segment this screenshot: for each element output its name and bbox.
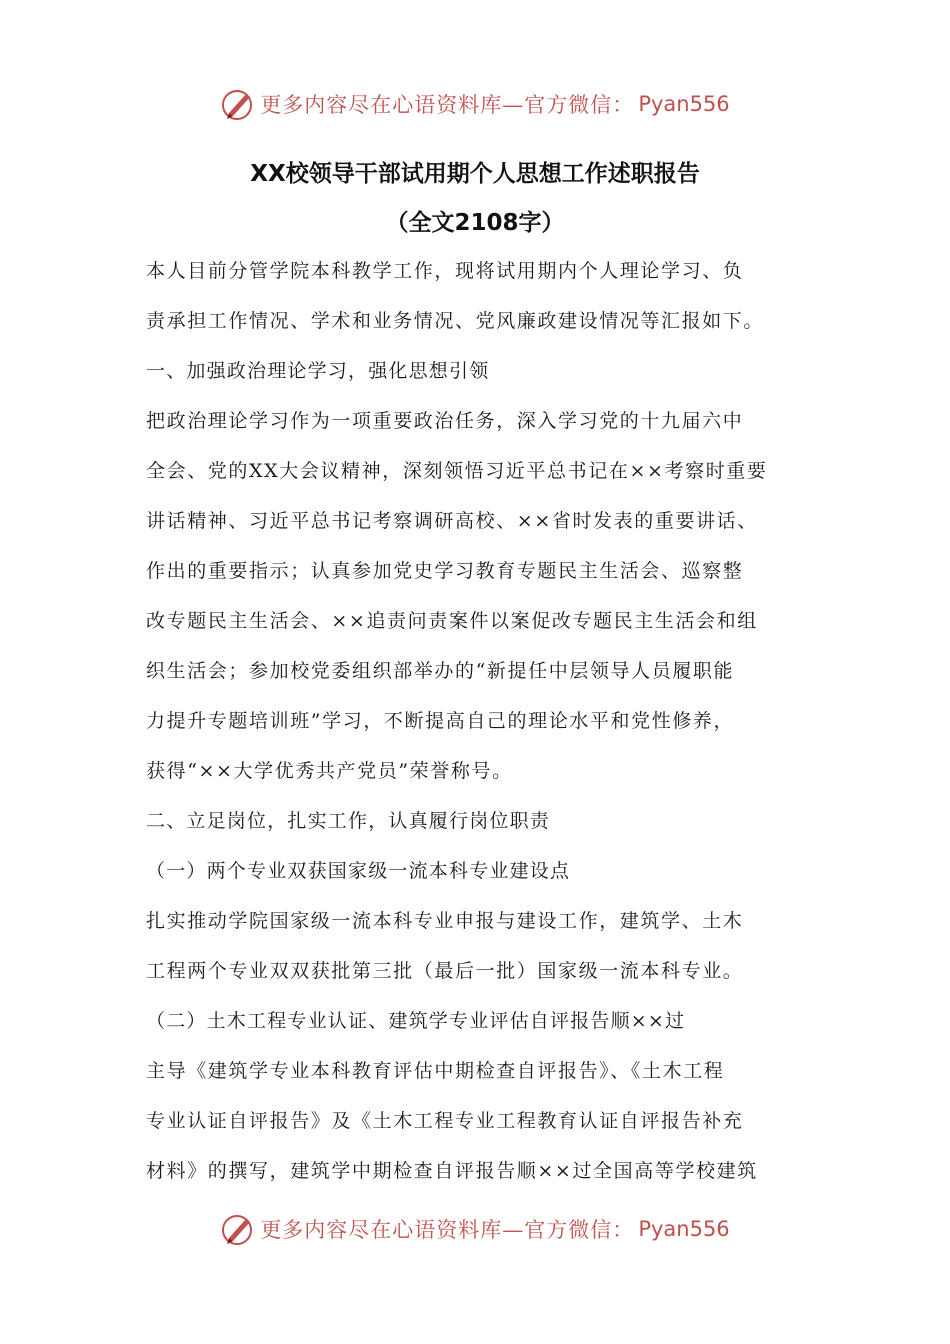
body-line: 力提升专题培训班”学习，不断提高自己的理论水平和党性修养， (146, 710, 735, 732)
pen-logo-icon (220, 86, 256, 122)
section-heading: 一、加强政治理论学习，强化思想引领 (146, 360, 490, 382)
body-line: 本人目前分管学院本科教学工作，现将试用期内个人理论学习、负 (146, 260, 744, 282)
watermark-text: 更多内容尽在心语资料库—官方微信： (260, 93, 635, 117)
body-line: 织生活会；参加校党委组织部举办的“新提任中层领导人员履职能 (146, 660, 735, 682)
document-title: XX校领导干部试用期个人思想工作述职报告 (250, 161, 700, 187)
body-line: 把政治理论学习作为一项重要政治任务，深入学习党的十九届六中 (146, 410, 744, 432)
section-heading: 二、立足岗位，扎实工作，认真履行岗位职责 (146, 810, 551, 832)
body-line: 全会、党的XX大会议精神，深刻领悟习近平总书记在××考察时重要 (146, 460, 768, 482)
footer-watermark (0, 1209, 950, 1249)
body-line: 获得“××大学优秀共产党员”荣誉称号。 (146, 760, 513, 782)
body-line: 作出的重要指示；认真参加党史学习教育专题民主生活会、巡察整 (146, 560, 744, 582)
document-body (146, 246, 810, 1196)
subsection-heading: （二）土木工程专业认证、建筑学专业评估自评报告顺××过 (146, 1010, 686, 1032)
body-line: 扎实推动学院国家级一流本科专业申报与建设工作，建筑学、土木 (146, 910, 744, 932)
watermark-wechat-id: Pyan556 (638, 92, 730, 116)
body-line: 主导《建筑学专业本科教育评估中期检查自评报告》、《土木工程 (146, 1060, 725, 1082)
header-watermark (0, 84, 950, 124)
subsection-heading: （一）两个专业双获国家级一流本科专业建设点 (146, 860, 571, 882)
body-line: 材料》的撰写，建筑学中期检查自评报告顺××过全国高等学校建筑 (146, 1160, 758, 1182)
watermark-wechat-id: Pyan556 (638, 1217, 730, 1241)
body-line: 专业认证自评报告》及《土木工程专业工程教育认证自评报告补充 (146, 1110, 744, 1132)
body-line: 工程两个专业双双获批第三批（最后一批）国家级一流本科专业。 (146, 960, 744, 982)
watermark-text: 更多内容尽在心语资料库—官方微信： (260, 1218, 635, 1242)
body-line: 讲话精神、习近平总书记考察调研高校、××省时发表的重要讲话、 (146, 510, 758, 532)
body-line: 改专题民主生活会、××追责问责案件以案促改专题民主生活会和组 (146, 610, 758, 632)
document-subtitle: （全文2108字） (385, 210, 565, 236)
pen-logo-icon (220, 1211, 256, 1247)
body-line: 责承担工作情况、学术和业务情况、党风廉政建设情况等汇报如下。 (146, 310, 765, 332)
